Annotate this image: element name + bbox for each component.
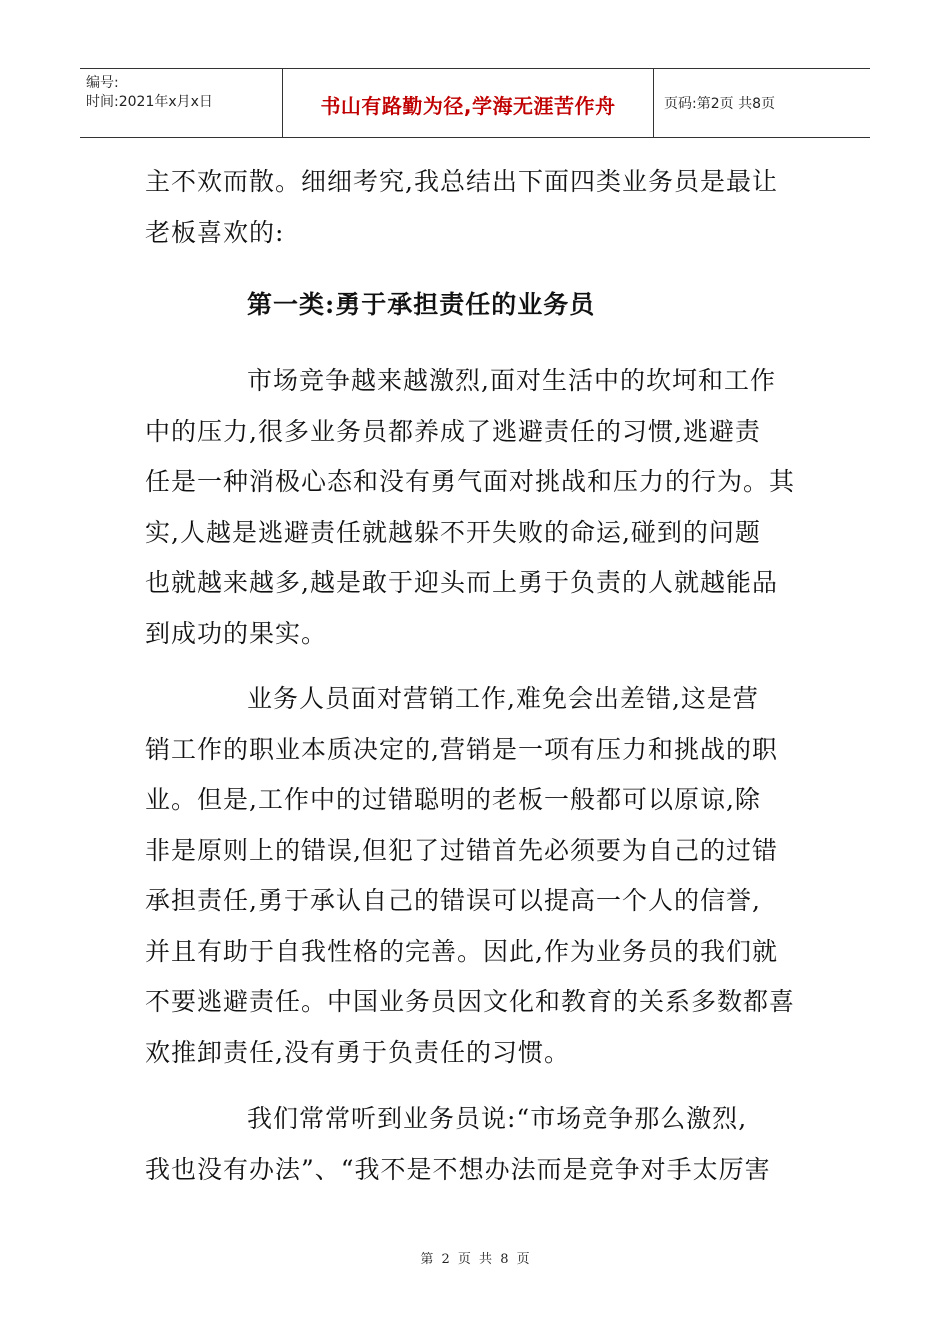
text-line: 并且有助于自我性格的完善。因此,作为业务员的我们就	[145, 936, 778, 966]
text-line: 承担责任,勇于承认自己的错误可以提高一个人的信誉,	[145, 886, 761, 915]
text-line: 实,人越是逃避责任就越躲不开失败的命运,碰到的问题	[145, 517, 761, 547]
page-header	[80, 68, 870, 138]
paragraph-1	[145, 356, 796, 659]
document-number-label: 编号:	[86, 75, 119, 91]
text-line: 欢推卸责任,没有勇于负责任的习惯。	[145, 1037, 570, 1067]
heading-text: 第一类:勇于承担责任的业务员	[247, 290, 596, 319]
paragraph-intro	[145, 157, 785, 258]
text-line: 非是原则上的错误,但犯了过错首先必须要为自己的过错	[145, 835, 778, 865]
text-line: 我们常常听到业务员说:“市场竞争那么激烈,	[247, 1104, 748, 1133]
text-line: 任是一种消极心态和没有勇气面对挑战和压力的行为。其	[145, 467, 796, 496]
section-heading	[247, 280, 887, 331]
text-line: 业。但是,工作中的过错聪明的老板一般都可以原谅,除	[145, 785, 761, 814]
text-line: 老板喜欢的:	[145, 217, 285, 247]
header-page-number: 页码:第2页 共8页	[664, 96, 775, 112]
text-line: 主不欢而散。细细考究,我总结出下面四类业务员是最让	[145, 167, 778, 196]
text-line: 销工作的职业本质决定的,营销是一项有压力和挑战的职	[145, 734, 778, 764]
text-line: 业务人员面对营销工作,难免会出差错,这是营	[247, 684, 759, 713]
text-line: 到成功的果实。	[145, 618, 328, 648]
text-line: 中的压力,很多业务员都养成了逃避责任的习惯,逃避责	[145, 416, 761, 446]
header-right-cell	[654, 69, 870, 137]
text-line: 我也没有办法”、“我不是不想办法而是竞争对手太厉害	[145, 1154, 771, 1184]
text-line: 也就越来越多,越是敢于迎头而上勇于负责的人就越能品	[145, 568, 778, 597]
paragraph-2	[145, 674, 796, 1078]
document-date-label: 时间:2021年x月x日	[86, 94, 213, 110]
text-line: 市场竞争越来越激烈,面对生活中的坎坷和工作	[247, 366, 776, 395]
page-footer: 第 2 页 共 8 页	[420, 1252, 530, 1267]
header-left-cell	[80, 69, 283, 137]
header-motto-cell	[283, 69, 654, 137]
paragraph-3	[145, 1094, 785, 1195]
text-line: 不要逃避责任。中国业务员因文化和教育的关系多数都喜	[145, 987, 796, 1016]
header-motto: 书山有路勤为径,学海无涯苦作舟	[320, 94, 616, 118]
